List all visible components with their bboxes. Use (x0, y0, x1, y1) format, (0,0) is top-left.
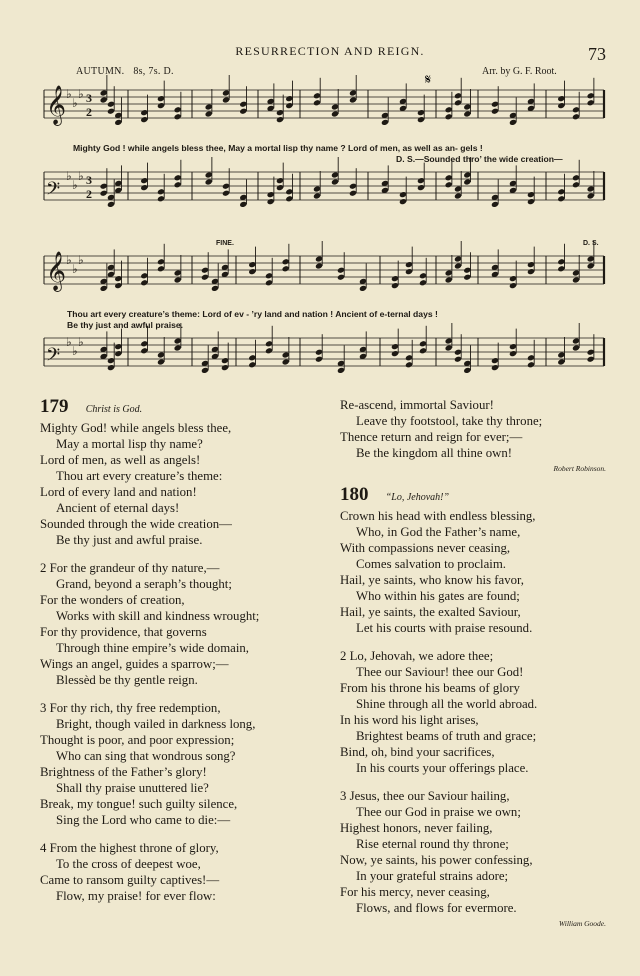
flat-sign: ♭ (72, 262, 78, 276)
flat-sign: ♭ (72, 178, 78, 192)
verse-line: Sounded through the wide creation— (40, 517, 232, 531)
lyric-line-1: Mighty God ! while angels bless thee, May a mortal lisp thy name ? Lord of men, as well as an- gels ! (73, 143, 483, 153)
hymn-number: 180 (340, 484, 369, 505)
verse-line: Brightest beams of truth and grace; (356, 729, 537, 743)
verse-line: With compassions never ceasing, (340, 541, 511, 555)
stanza (340, 788, 610, 916)
verse-line: Came to ransom guilty captives!— (40, 873, 220, 887)
verse-line: 3 Jesus, thee our Saviour hailing, (340, 789, 510, 803)
stanza-gap (340, 776, 610, 788)
verse-line: May a mortal lisp thy name? (56, 437, 203, 451)
verse-line: Thence return and reign for ever;— (340, 430, 523, 444)
verse-line: Crown his head with endless blessing, (340, 509, 536, 523)
hymn-179 (40, 395, 330, 904)
clef-mark: 𝄞 (46, 87, 67, 124)
page-header-title: RESURRECTION AND REIGN. (235, 44, 425, 58)
verse-line: Thou art every creature’s theme: (56, 469, 223, 483)
clef-mark: 𝄢 (46, 178, 61, 203)
hymn-180-stanzas (340, 508, 610, 916)
verse-line: Shall thy praise unuttered lie? (56, 781, 209, 795)
stanza-gap (340, 636, 610, 648)
flat-sign: ♭ (78, 335, 84, 349)
verse-line: Wings an angel, guides a sparrow;— (40, 657, 229, 671)
verse-line: Thought is poor, and poor expression; (40, 733, 235, 747)
lyric-line-ds: D. S.—Sounded thro’ the wide creation— (396, 154, 563, 164)
page-number: 73 (588, 44, 606, 64)
stanza (40, 420, 330, 548)
verse-line: 2 Lo, Jehovah, we adore thee; (340, 649, 494, 663)
verse-line: Sing the Lord who came to die:— (56, 813, 231, 827)
verse-line: Who can sing that wondrous song? (56, 749, 236, 763)
verse-line: For his mercy, never ceasing, (340, 885, 490, 899)
verse-line: Hail, ye saints, the exalted Saviour, (340, 605, 521, 619)
hymn-179-continuation (340, 397, 610, 461)
verse-line: From his throne his beams of glory (340, 681, 520, 695)
flat-sign: ♭ (72, 96, 78, 110)
time-signature: 2 (86, 105, 92, 119)
hymn-number: 179 (40, 396, 69, 417)
verse-line: In his courts your offerings place. (356, 761, 529, 775)
verse-line: Who, in God the Father’s name, (356, 525, 521, 539)
lyric-line-2: Thou art every creature’s theme: Lord of ev - ’ry land and nation ! Ancient of e-ternal days ! (67, 309, 438, 319)
verse-line: Leave thy footstool, take thy throne; (356, 414, 543, 428)
hymn-subtitle: Christ is God. (85, 404, 143, 415)
hymn-179-heading (40, 396, 330, 418)
flat-sign: ♭ (78, 169, 84, 183)
stanza-gap (40, 548, 330, 560)
stanza (40, 840, 330, 904)
flat-sign: ♭ (72, 344, 78, 358)
stanza-gap (40, 828, 330, 840)
verse-line: Rise eternal round thy throne; (356, 837, 509, 851)
verse-line: Thee our God in praise we own; (356, 805, 521, 819)
flat-sign: ♭ (66, 253, 72, 267)
verse-line: Bind, oh, bind your sacrifices, (340, 745, 495, 759)
hymn-179-author: Robert Robinson. (553, 464, 606, 473)
music-score (0, 0, 640, 390)
verse-line: Ancient of eternal days! (56, 501, 180, 515)
verse-line: To the cross of deepest woe, (56, 857, 201, 871)
arranger-credit: Arr. by G. F. Root. (482, 66, 557, 77)
verse-line: Shine through all the world abroad. (356, 697, 538, 711)
verse-line: 3 For thy rich, thy free redemption, (40, 701, 221, 715)
verse-line: Be thy just and awful praise. (56, 533, 203, 547)
verse-line: Works with skill and kindness wrought; (56, 609, 260, 623)
verse-line: Now, ye saints, his power confessing, (340, 853, 533, 867)
verse-line: Bright, though vailed in darkness long, (56, 717, 256, 731)
verse-line: For thy providence, that governs (40, 625, 207, 639)
verse-line: Re-ascend, immortal Saviour! (340, 398, 494, 412)
flat-sign: ♭ (78, 87, 84, 101)
verse-line: Highest honors, never failing, (340, 821, 493, 835)
time-signature: 2 (86, 187, 92, 201)
tune-title: AUTUMN. (76, 66, 125, 77)
clef-mark: 𝄞 (46, 253, 67, 290)
verse-line: Flows, and flows for evermore. (356, 901, 517, 915)
verse-line: Blessèd be thy gentle reign. (56, 673, 198, 687)
time-signature: 3 (86, 173, 92, 187)
flat-sign: ♭ (78, 253, 84, 267)
stanza (40, 700, 330, 828)
verse-line: Lord of every land and nation! (40, 485, 197, 499)
flat-sign: ♭ (66, 169, 72, 183)
verse-line: 4 From the highest throne of glory, (40, 841, 219, 855)
tune-meter: 8s, 7s. D. (133, 66, 174, 77)
verse-line: Mighty God! while angels bless thee, (40, 421, 232, 435)
clef-mark: 𝄢 (46, 344, 61, 369)
verse-line: Who within his gates are found; (356, 589, 520, 603)
verse-line: For the wonders of creation, (40, 593, 185, 607)
ds-label: D. S. (583, 240, 599, 247)
stanza-gap (40, 688, 330, 700)
verse-line: In your grateful strains adore; (356, 869, 509, 883)
verse-line: Flow, my praise! for ever flow: (56, 889, 216, 903)
hymn-179-stanzas (40, 420, 330, 904)
lyric-line-3: Be thy just and awful praise. (67, 320, 184, 330)
verse-line: Break, my tongue! such guilty silence, (40, 797, 238, 811)
stanza (340, 508, 610, 636)
verse-line: Let his courts with praise resound. (356, 621, 533, 635)
verse-line: Comes salvation to proclaim. (356, 557, 506, 571)
hymn-subtitle: “Lo, Jehovah!” (385, 492, 450, 503)
verse-line: Lord of men, as well as angels! (40, 453, 201, 467)
verse-line: Thee our Saviour! thee our God! (356, 665, 524, 679)
right-column (340, 397, 610, 932)
hymn-180-heading (340, 484, 610, 506)
verse-line: Through thine empire’s wide domain, (56, 641, 249, 655)
verse-line: Be the kingdom all thine own! (356, 446, 513, 460)
verse-line: Hail, ye saints, who know his favor, (340, 573, 524, 587)
hymn-180-author: William Goode. (558, 919, 606, 928)
verse-line: 2 For the grandeur of thy nature,— (40, 561, 220, 575)
flat-sign: ♭ (66, 87, 72, 101)
verse-line: In his word his light arises, (340, 713, 479, 727)
verse-line: Grand, beyond a seraph’s thought; (56, 577, 232, 591)
flat-sign: ♭ (66, 335, 72, 349)
fine-label: FINE. (216, 240, 234, 247)
time-signature: 3 (86, 91, 92, 105)
stanza (40, 560, 330, 688)
segno-sign: 𝄋 (425, 73, 432, 88)
verse-line: Brightness of the Father’s glory! (40, 765, 207, 779)
stanza (340, 648, 610, 776)
